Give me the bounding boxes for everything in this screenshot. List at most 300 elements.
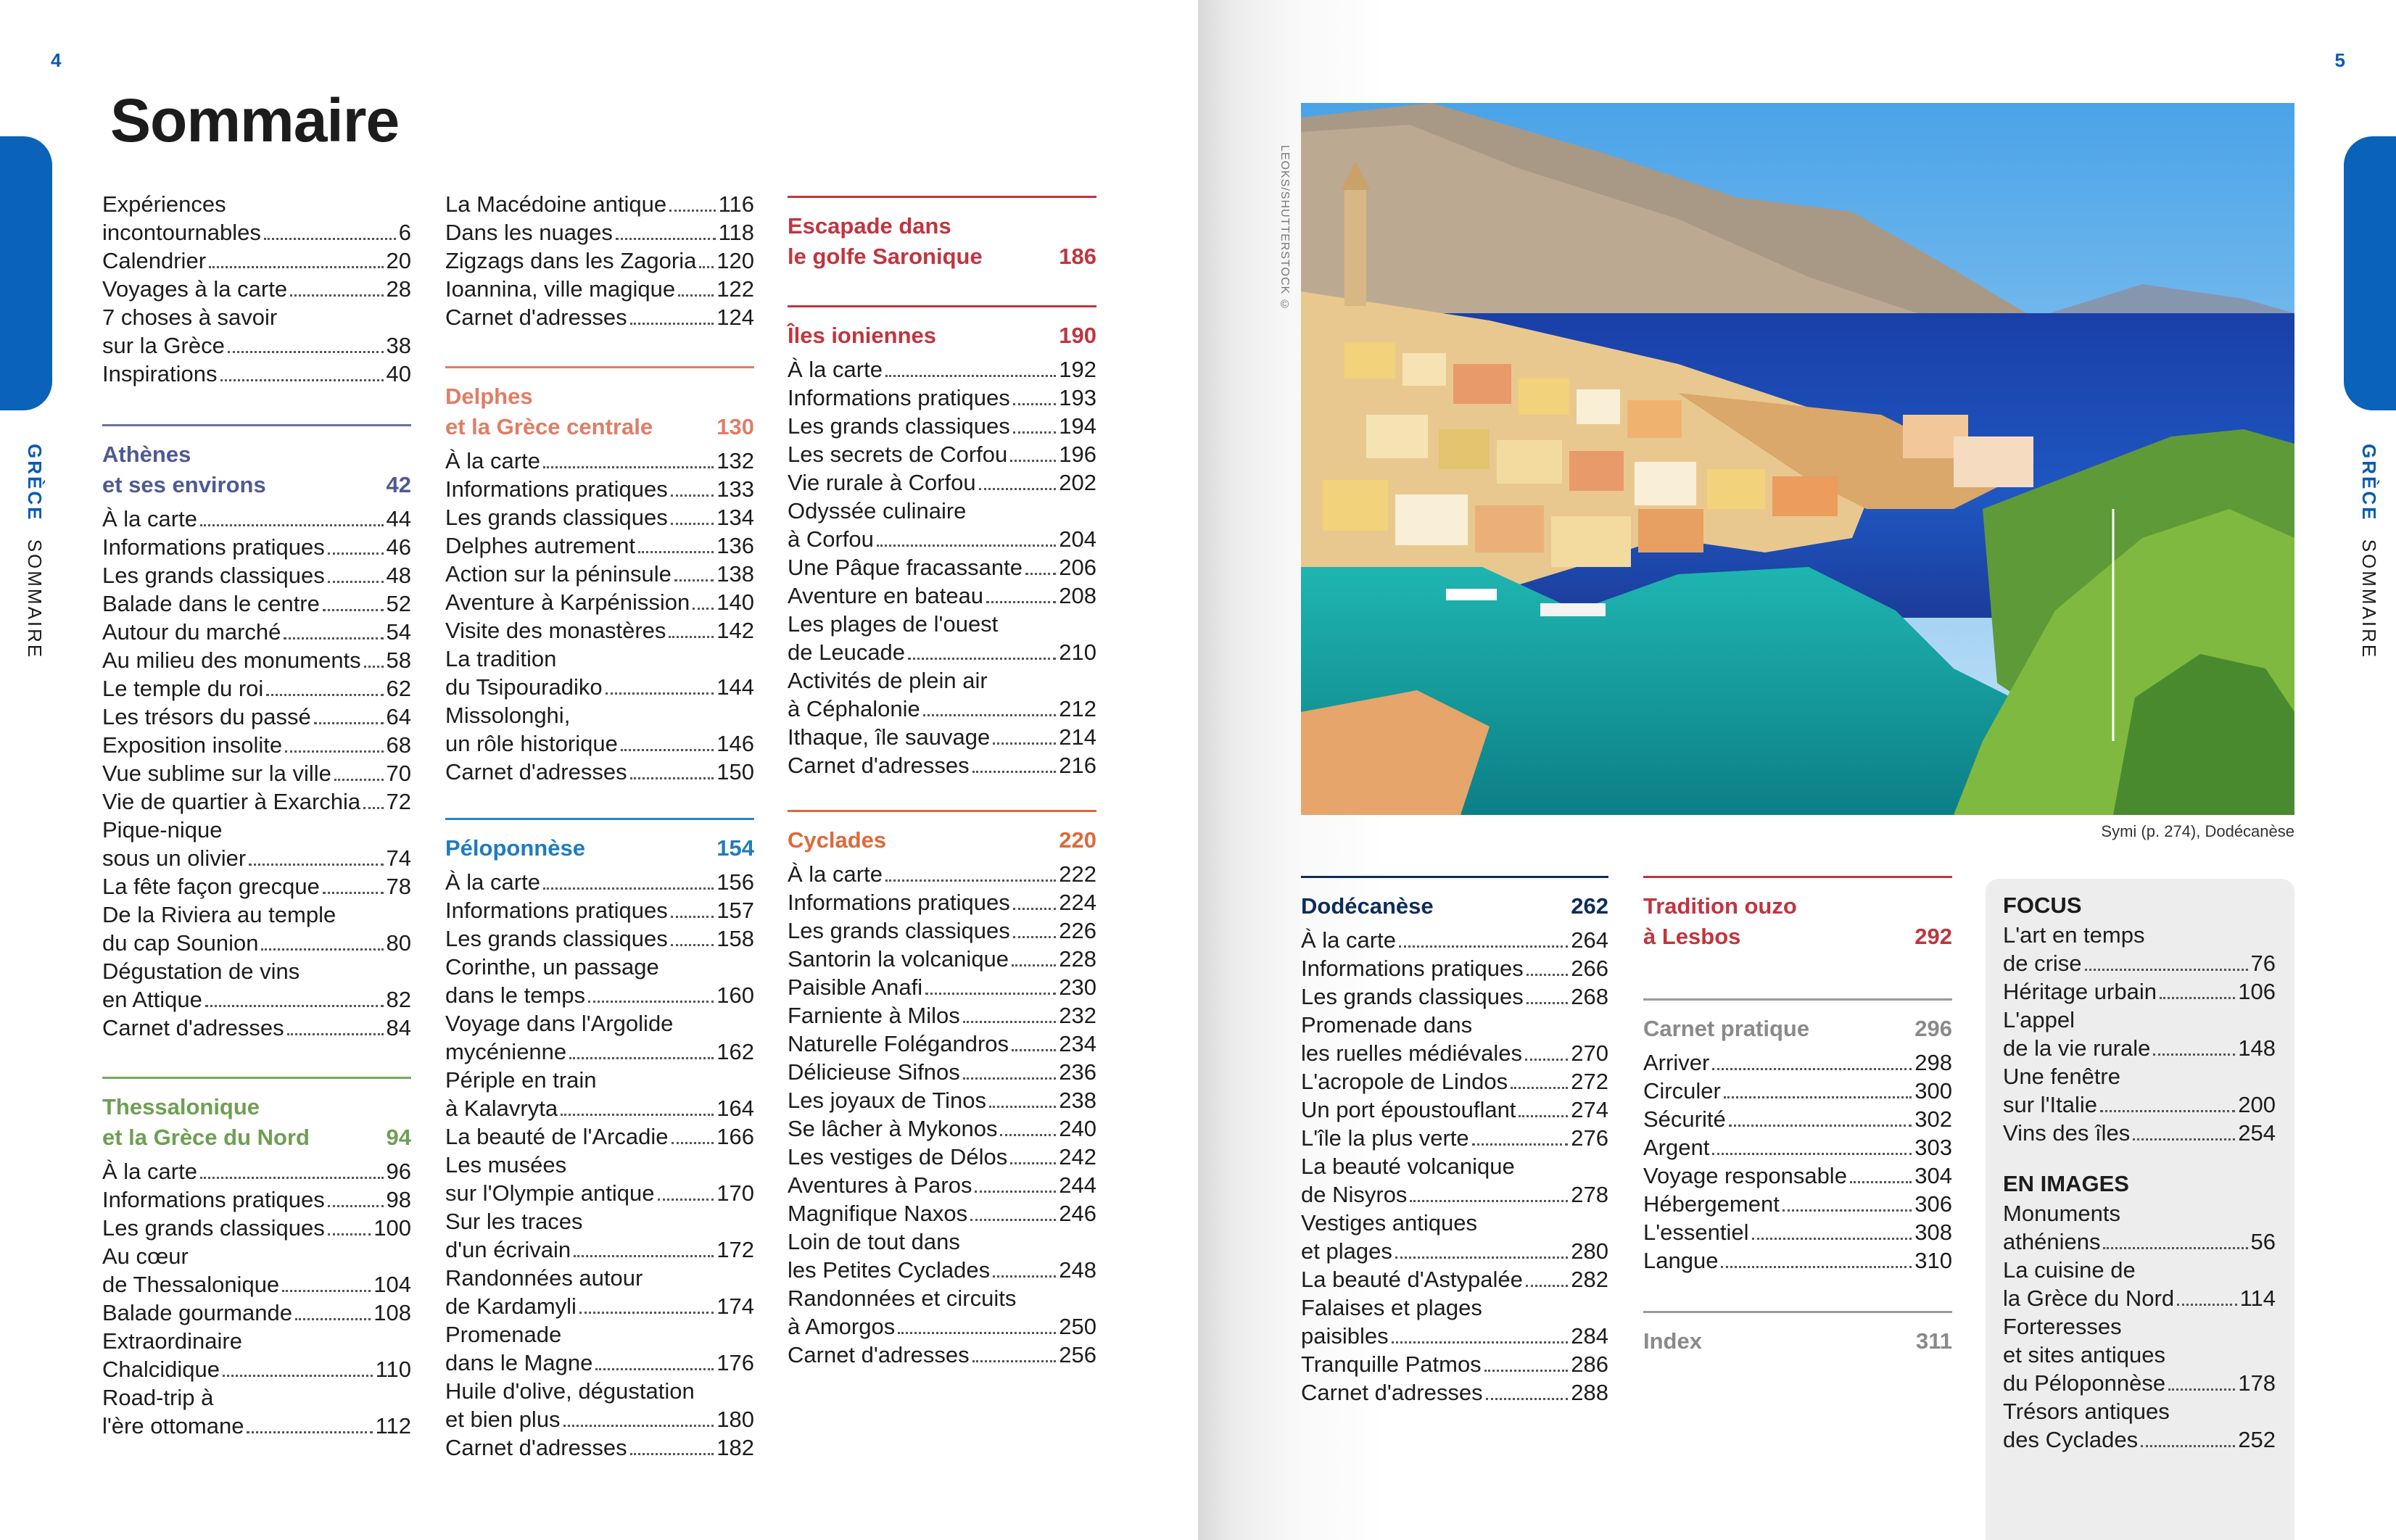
toc-entry-row xyxy=(445,1179,754,1207)
toc-entry[interactable] xyxy=(2003,921,2276,977)
toc-entry[interactable] xyxy=(445,1122,754,1151)
toc-entry[interactable] xyxy=(1643,1133,1952,1162)
leader-dots xyxy=(2133,1138,2235,1140)
toc-entry-label: Une fenêtre xyxy=(2003,1064,2120,1089)
toc-entry-row xyxy=(102,561,411,589)
toc-entry-label: Zigzags dans les Zagoria xyxy=(445,248,697,273)
toc-entry[interactable] xyxy=(788,384,1096,412)
toc-entry-row xyxy=(102,1214,411,1242)
toc-entry[interactable] xyxy=(102,646,411,674)
toc-entry[interactable] xyxy=(788,553,1096,581)
toc-entry-page: 242 xyxy=(1059,1144,1096,1170)
toc-entry[interactable] xyxy=(1301,954,1608,982)
toc-entry-page: 274 xyxy=(1571,1097,1608,1122)
toc-dodecanese-list xyxy=(1301,926,1608,1407)
toc-entry[interactable] xyxy=(445,953,754,1009)
toc-entry[interactable] xyxy=(445,503,754,531)
toc-entry[interactable] xyxy=(2003,1006,2276,1062)
leader-dots xyxy=(674,579,714,581)
toc-entry[interactable] xyxy=(1301,982,1608,1011)
toc-entry[interactable] xyxy=(788,916,1096,945)
toc-entry[interactable] xyxy=(102,1214,411,1242)
toc-entry[interactable] xyxy=(102,703,411,731)
toc-entry[interactable] xyxy=(102,190,411,247)
section-header-ioniennes[interactable] xyxy=(788,305,1096,351)
toc-entry[interactable] xyxy=(102,1157,411,1185)
leader-dots xyxy=(1013,431,1057,434)
toc-entry-row xyxy=(1301,1039,1608,1067)
toc-entry-row xyxy=(2003,1119,2276,1147)
toc-entry-page: 298 xyxy=(1914,1050,1952,1075)
toc-entry-page: 96 xyxy=(386,1159,411,1184)
toc-entry-page: 104 xyxy=(373,1272,411,1297)
toc-entry-label: de la vie rurale xyxy=(2003,1035,2151,1061)
toc-entry[interactable] xyxy=(445,247,754,275)
section-header-peloponnese[interactable] xyxy=(445,818,754,864)
toc-entry-row xyxy=(788,1030,1096,1058)
toc-entry-page: 150 xyxy=(716,759,754,785)
toc-entry[interactable] xyxy=(1643,1048,1952,1077)
toc-entry[interactable] xyxy=(445,1320,754,1377)
toc-entry[interactable] xyxy=(1301,1096,1608,1124)
toc-entry-label: Vie rurale à Corfou xyxy=(788,470,976,495)
toc-entry[interactable] xyxy=(445,190,754,218)
toc-entry-label: Hébergement xyxy=(1643,1191,1780,1217)
toc-entry-label: 7 choses à savoir xyxy=(102,305,278,330)
toc-entry[interactable] xyxy=(2003,1397,2276,1454)
toc-entry-page: 84 xyxy=(386,1015,411,1040)
leader-dots xyxy=(1010,1162,1056,1164)
section-header-cyclades[interactable] xyxy=(788,810,1096,856)
leader-dots xyxy=(972,771,1057,773)
toc-entry[interactable] xyxy=(2003,1062,2276,1119)
toc-entry-row xyxy=(1301,1322,1608,1350)
toc-entry-row xyxy=(102,331,411,360)
toc-entry-label: Dégustation de vins xyxy=(102,959,300,984)
section-header-athenes[interactable] xyxy=(102,424,411,500)
toc-entry[interactable] xyxy=(445,896,754,924)
toc-entry-row xyxy=(1301,1124,1608,1152)
toc-entry[interactable] xyxy=(788,1284,1096,1341)
page-title: Sommaire xyxy=(110,86,400,154)
toc-entry-page: 250 xyxy=(1059,1314,1096,1339)
leader-dots xyxy=(574,1255,714,1257)
toc-entry[interactable] xyxy=(788,440,1096,468)
toc-entry[interactable] xyxy=(788,1228,1096,1284)
toc-entry-label: Visite des monastères xyxy=(445,618,666,643)
toc-entry[interactable] xyxy=(445,924,754,953)
toc-entry-label: Promenade xyxy=(445,1322,562,1347)
toc-entry[interactable] xyxy=(1643,1077,1952,1105)
leader-dots xyxy=(595,1368,714,1370)
section-title-line: Carnet pratique xyxy=(1643,1016,1810,1041)
toc-entry[interactable] xyxy=(102,1327,411,1383)
toc-entry[interactable] xyxy=(1643,1105,1952,1133)
toc-entry-page: 68 xyxy=(386,732,411,758)
leader-dots xyxy=(290,294,383,297)
toc-entry[interactable] xyxy=(445,645,754,701)
toc-entry[interactable] xyxy=(445,1377,754,1433)
toc-entry[interactable] xyxy=(1301,1011,1608,1067)
toc-entry[interactable] xyxy=(102,533,411,561)
toc-entry-row xyxy=(2003,1034,2276,1062)
toc-entry-page: 74 xyxy=(386,845,411,871)
section-page: 42 xyxy=(386,472,411,497)
toc-entry[interactable] xyxy=(102,303,411,360)
leader-dots xyxy=(671,494,714,497)
toc-entry[interactable] xyxy=(102,674,411,703)
toc-entry-page: 134 xyxy=(716,505,754,530)
toc-entry[interactable] xyxy=(445,1151,754,1207)
toc-entry-row xyxy=(788,412,1096,440)
toc-entry[interactable] xyxy=(1301,1293,1608,1350)
toc-entry-page: 166 xyxy=(716,1124,754,1149)
toc-entry-row xyxy=(102,1270,411,1299)
section-header-thessalonique[interactable] xyxy=(102,1077,411,1153)
toc-entry-label: Informations pratiques xyxy=(788,385,1010,410)
toc-entry-page: 62 xyxy=(386,676,411,701)
toc-entry-page: 288 xyxy=(1571,1380,1608,1405)
toc-entry-label: Santorin la volcanique xyxy=(788,946,1009,972)
toc-entry-label: du Tsipouradiko xyxy=(445,674,603,700)
toc-entry[interactable] xyxy=(445,1066,754,1122)
toc-entry[interactable] xyxy=(445,1207,754,1264)
toc-entry[interactable] xyxy=(788,973,1096,1001)
side-label-right xyxy=(2358,444,2380,659)
toc-entry-row xyxy=(1301,954,1608,982)
toc-entry[interactable] xyxy=(788,581,1096,610)
toc-entry-page: 132 xyxy=(716,448,754,473)
toc-entry[interactable] xyxy=(788,723,1096,751)
toc-entry[interactable] xyxy=(1301,926,1608,954)
toc-entry[interactable] xyxy=(445,701,754,758)
toc-entry[interactable] xyxy=(102,1014,411,1042)
toc-entry-page: 248 xyxy=(1059,1257,1096,1283)
toc-entry[interactable] xyxy=(788,468,1096,497)
toc-entry-label: Sécurité xyxy=(1643,1106,1726,1132)
leader-dots xyxy=(1519,1115,1568,1117)
toc-entry[interactable] xyxy=(445,1264,754,1320)
toc-entry-row xyxy=(102,589,411,618)
leader-dots xyxy=(671,944,714,946)
toc-entry[interactable] xyxy=(445,275,754,303)
toc-entry[interactable] xyxy=(788,412,1096,440)
toc-entry-label: dans le Magne xyxy=(445,1350,593,1375)
toc-entry-label: dans le temps xyxy=(445,982,585,1008)
toc-entry[interactable] xyxy=(102,360,411,388)
toc-entry-row xyxy=(788,1058,1096,1086)
toc-entry[interactable] xyxy=(788,1086,1096,1114)
toc-entry[interactable] xyxy=(445,447,754,475)
toc-cyclades-list xyxy=(788,860,1096,1369)
toc-entry-page: 133 xyxy=(716,476,754,502)
leader-dots xyxy=(2177,1304,2237,1306)
leader-dots xyxy=(877,545,1056,547)
toc-entry[interactable] xyxy=(788,1058,1096,1086)
toc-entry-label: Expériences xyxy=(102,191,226,217)
toc-entry[interactable] xyxy=(1301,1209,1608,1265)
toc-entry-row xyxy=(788,723,1096,751)
toc-entry-row xyxy=(1643,1218,1952,1246)
toc-entry-row xyxy=(102,1355,411,1383)
leader-dots xyxy=(669,210,716,212)
toc-entry-label: de Thessalonique xyxy=(102,1272,280,1297)
toc-entry-page: 158 xyxy=(716,926,754,951)
toc-entry-page: 116 xyxy=(718,191,754,217)
section-page: 311 xyxy=(1915,1328,1952,1354)
toc-entry[interactable] xyxy=(2003,1199,2276,1256)
leader-dots xyxy=(247,1431,372,1433)
toc-entry-label: incontournables xyxy=(102,220,261,245)
toc-entry[interactable] xyxy=(2003,1312,2276,1397)
toc-entry-row xyxy=(445,981,754,1009)
side-label-normal: SOMMAIRE xyxy=(24,539,46,660)
toc-entry[interactable] xyxy=(445,1009,754,1066)
toc-entry-label: Carnet d'adresses xyxy=(1301,1380,1483,1405)
side-label-strong: GRÈCE xyxy=(24,444,46,522)
leader-dots xyxy=(970,1219,1056,1221)
leader-dots xyxy=(285,750,383,753)
toc-entry[interactable] xyxy=(2003,1119,2276,1147)
toc-entry-label: À la carte xyxy=(788,357,883,382)
toc-entry-label: L'appel xyxy=(2003,1007,2075,1032)
toc-entry-row xyxy=(788,1256,1096,1284)
toc-entry[interactable] xyxy=(102,275,411,303)
toc-entry[interactable] xyxy=(102,901,411,957)
toc-entry[interactable] xyxy=(788,1143,1096,1171)
toc-entry-row xyxy=(788,355,1096,384)
toc-entry-row xyxy=(102,787,411,816)
toc-entry-page: 20 xyxy=(386,248,411,273)
leader-dots xyxy=(898,1332,1056,1334)
toc-entry[interactable] xyxy=(1301,1067,1608,1096)
toc-entry[interactable] xyxy=(1643,1190,1952,1218)
section-header-index[interactable] xyxy=(1643,1311,1952,1357)
toc-entry-label: Ioannina, ville magique xyxy=(445,276,676,302)
toc-entry-label: sur l'Olympie antique xyxy=(445,1180,655,1206)
toc-entry[interactable] xyxy=(102,872,411,901)
toc-entry-label: Un port époustouflant xyxy=(1301,1097,1516,1122)
leader-dots xyxy=(1013,936,1057,938)
leader-dots xyxy=(363,807,383,809)
leader-dots xyxy=(699,266,714,268)
toc-entry[interactable] xyxy=(445,475,754,503)
toc-entry-label: Les grands classiques xyxy=(788,918,1010,943)
toc-entry[interactable] xyxy=(788,751,1096,779)
toc-entry-label: Paisible Anafi xyxy=(788,974,923,1000)
toc-entry[interactable] xyxy=(445,218,754,247)
toc-entry[interactable] xyxy=(445,758,754,786)
toc-entry-row xyxy=(788,1199,1096,1228)
toc-entry-page: 264 xyxy=(1571,927,1608,953)
symi-photo xyxy=(1301,103,2294,815)
leader-dots xyxy=(2153,1053,2235,1056)
page-number-left: 4 xyxy=(51,49,62,71)
toc-entry[interactable] xyxy=(102,957,411,1014)
toc-entry-label: à Corfou xyxy=(788,526,874,552)
toc-entry-label: Informations pratiques xyxy=(102,534,325,560)
leader-dots xyxy=(328,581,384,583)
leader-dots xyxy=(616,238,716,240)
toc-entry[interactable] xyxy=(445,560,754,588)
toc-entry[interactable] xyxy=(1301,1378,1608,1407)
toc-entry[interactable] xyxy=(788,888,1096,916)
leader-dots xyxy=(1012,1049,1056,1051)
toc-entry-row xyxy=(1301,1265,1608,1293)
toc-entry[interactable] xyxy=(445,303,754,331)
leader-dots xyxy=(266,694,383,696)
toc-entry-page: 48 xyxy=(386,563,411,588)
toc-entry[interactable] xyxy=(102,1383,411,1440)
toc-entry-row xyxy=(102,505,411,533)
toc-entry[interactable] xyxy=(445,616,754,645)
toc-entry-page: 148 xyxy=(2238,1035,2276,1061)
leader-dots xyxy=(975,1191,1056,1193)
toc-entry[interactable] xyxy=(788,1001,1096,1030)
toc-entry[interactable] xyxy=(102,247,411,275)
toc-entry-label: Circuler xyxy=(1643,1078,1721,1104)
toc-entry[interactable] xyxy=(1643,1162,1952,1190)
toc-entry-row xyxy=(102,703,411,731)
toc-entry[interactable] xyxy=(445,1433,754,1462)
toc-entry-label: Monuments xyxy=(2003,1201,2120,1226)
toc-entry-page: 108 xyxy=(373,1300,411,1325)
toc-entry[interactable] xyxy=(1301,1265,1608,1293)
toc-entry-page: 157 xyxy=(716,898,754,923)
section-header-dodecanese[interactable] xyxy=(1301,876,1608,922)
toc-entry[interactable] xyxy=(788,1341,1096,1369)
toc-entry-label: Les trésors du passé xyxy=(102,704,311,729)
section-title-line: Athènes xyxy=(102,442,191,467)
toc-entry[interactable] xyxy=(102,1299,411,1327)
toc-entry-row xyxy=(1643,1190,1952,1218)
leader-dots xyxy=(205,1005,384,1007)
leader-dots xyxy=(1484,1370,1569,1372)
leader-dots xyxy=(334,779,384,781)
toc-entry-page: 216 xyxy=(1059,753,1096,778)
leader-dots xyxy=(669,636,714,638)
toc-entry-page: 110 xyxy=(375,1357,411,1382)
toc-entry-row xyxy=(445,616,754,645)
toc-entry-page: 234 xyxy=(1059,1031,1096,1056)
section-header-ouzo[interactable] xyxy=(1643,876,1952,952)
toc-entry-label: Les vestiges de Délos xyxy=(788,1144,1008,1170)
toc-entry[interactable] xyxy=(1301,1124,1608,1152)
toc-entry[interactable] xyxy=(2003,977,2276,1006)
toc-entry-label: Falaises et plages xyxy=(1301,1295,1482,1320)
toc-entry-label: Le temple du roi xyxy=(102,676,264,701)
focus-list xyxy=(2003,921,2276,1147)
toc-entry-row xyxy=(102,674,411,703)
toc-entry-page: 180 xyxy=(716,1407,754,1432)
toc-entry-row xyxy=(445,475,754,503)
toc-entry-row xyxy=(102,985,411,1014)
toc-entry-label: À la carte xyxy=(102,506,197,531)
toc-entry[interactable] xyxy=(1301,1152,1608,1209)
toc-entry-label: sur la Grèce xyxy=(102,333,225,358)
toc-entry-row xyxy=(788,1114,1096,1143)
toc-entry-row xyxy=(445,1094,754,1122)
toc-entry-label: Promenade dans xyxy=(1301,1012,1473,1038)
toc-entry-page: 162 xyxy=(716,1039,754,1064)
toc-entry[interactable] xyxy=(102,589,411,618)
toc-entry-row xyxy=(788,1143,1096,1171)
section-header-saronique[interactable] xyxy=(788,196,1096,272)
toc-entry[interactable] xyxy=(2003,1256,2276,1312)
toc-entry[interactable] xyxy=(1643,1246,1952,1275)
toc-entry[interactable] xyxy=(788,497,1096,553)
section-title-line: et la Grèce centrale xyxy=(445,414,653,439)
toc-entry-label: l'ère ottomane xyxy=(102,1413,244,1438)
toc-column-3 xyxy=(788,196,1096,1369)
leader-dots xyxy=(1000,1134,1056,1136)
toc-entry[interactable] xyxy=(788,666,1096,723)
toc-entry-label: Chalcidique xyxy=(102,1357,220,1382)
leader-dots xyxy=(200,1177,384,1179)
toc-entry-row xyxy=(1643,1133,1952,1162)
toc-entry[interactable] xyxy=(788,610,1096,666)
toc-entry[interactable] xyxy=(788,945,1096,973)
toc-entry-label: du Péloponnèse xyxy=(2003,1370,2166,1396)
toc-entry[interactable] xyxy=(102,787,411,816)
toc-entry-page: 160 xyxy=(716,982,754,1008)
toc-entry[interactable] xyxy=(102,731,411,759)
toc-entry-row xyxy=(1301,982,1608,1011)
toc-entry[interactable] xyxy=(788,1030,1096,1058)
toc-entry[interactable] xyxy=(788,1199,1096,1228)
toc-entry[interactable] xyxy=(445,531,754,560)
toc-entry-page: 286 xyxy=(1571,1351,1608,1377)
toc-entry[interactable] xyxy=(445,868,754,896)
images-list xyxy=(2003,1199,2276,1454)
toc-entry-row xyxy=(2003,1090,2276,1119)
leader-dots xyxy=(630,777,714,779)
toc-entry[interactable] xyxy=(788,860,1096,888)
toc-entry-page: 276 xyxy=(1571,1125,1608,1151)
toc-entry-page: 58 xyxy=(386,647,411,673)
toc-entry[interactable] xyxy=(102,1242,411,1299)
toc-entry-label: Extraordinaire xyxy=(102,1328,242,1354)
toc-entry[interactable] xyxy=(102,1185,411,1214)
toc-entry-label: Les plages de l'ouest xyxy=(788,611,999,637)
toc-entry-page: 204 xyxy=(1059,526,1096,552)
toc-entry[interactable] xyxy=(102,759,411,787)
toc-entry-page: 214 xyxy=(1059,724,1096,750)
toc-entry[interactable] xyxy=(788,1171,1096,1199)
toc-entry[interactable] xyxy=(788,1114,1096,1143)
toc-entry-row xyxy=(102,1412,411,1440)
toc-entry[interactable] xyxy=(788,355,1096,384)
leader-dots xyxy=(2085,969,2248,971)
toc-entry[interactable] xyxy=(445,588,754,616)
toc-entry[interactable] xyxy=(1301,1350,1608,1378)
section-header-delphes[interactable] xyxy=(445,366,754,442)
leader-dots xyxy=(249,864,383,866)
toc-entry-label: sous un olivier xyxy=(102,845,247,871)
leader-dots xyxy=(979,488,1057,490)
toc-entry-label: Road-trip à xyxy=(102,1385,214,1410)
toc-entry-row xyxy=(1643,1048,1952,1077)
toc-entry[interactable] xyxy=(1643,1218,1952,1246)
toc-entry[interactable] xyxy=(102,505,411,533)
toc-entry[interactable] xyxy=(102,561,411,589)
toc-entry[interactable] xyxy=(102,618,411,646)
toc-entry-label: Inspirations xyxy=(102,361,218,386)
toc-entry[interactable] xyxy=(102,816,411,872)
section-header-carnet-pratique[interactable] xyxy=(1643,998,1952,1044)
leader-dots xyxy=(1525,1059,1568,1061)
toc-entry-label: L'acropole de Lindos xyxy=(1301,1069,1508,1094)
